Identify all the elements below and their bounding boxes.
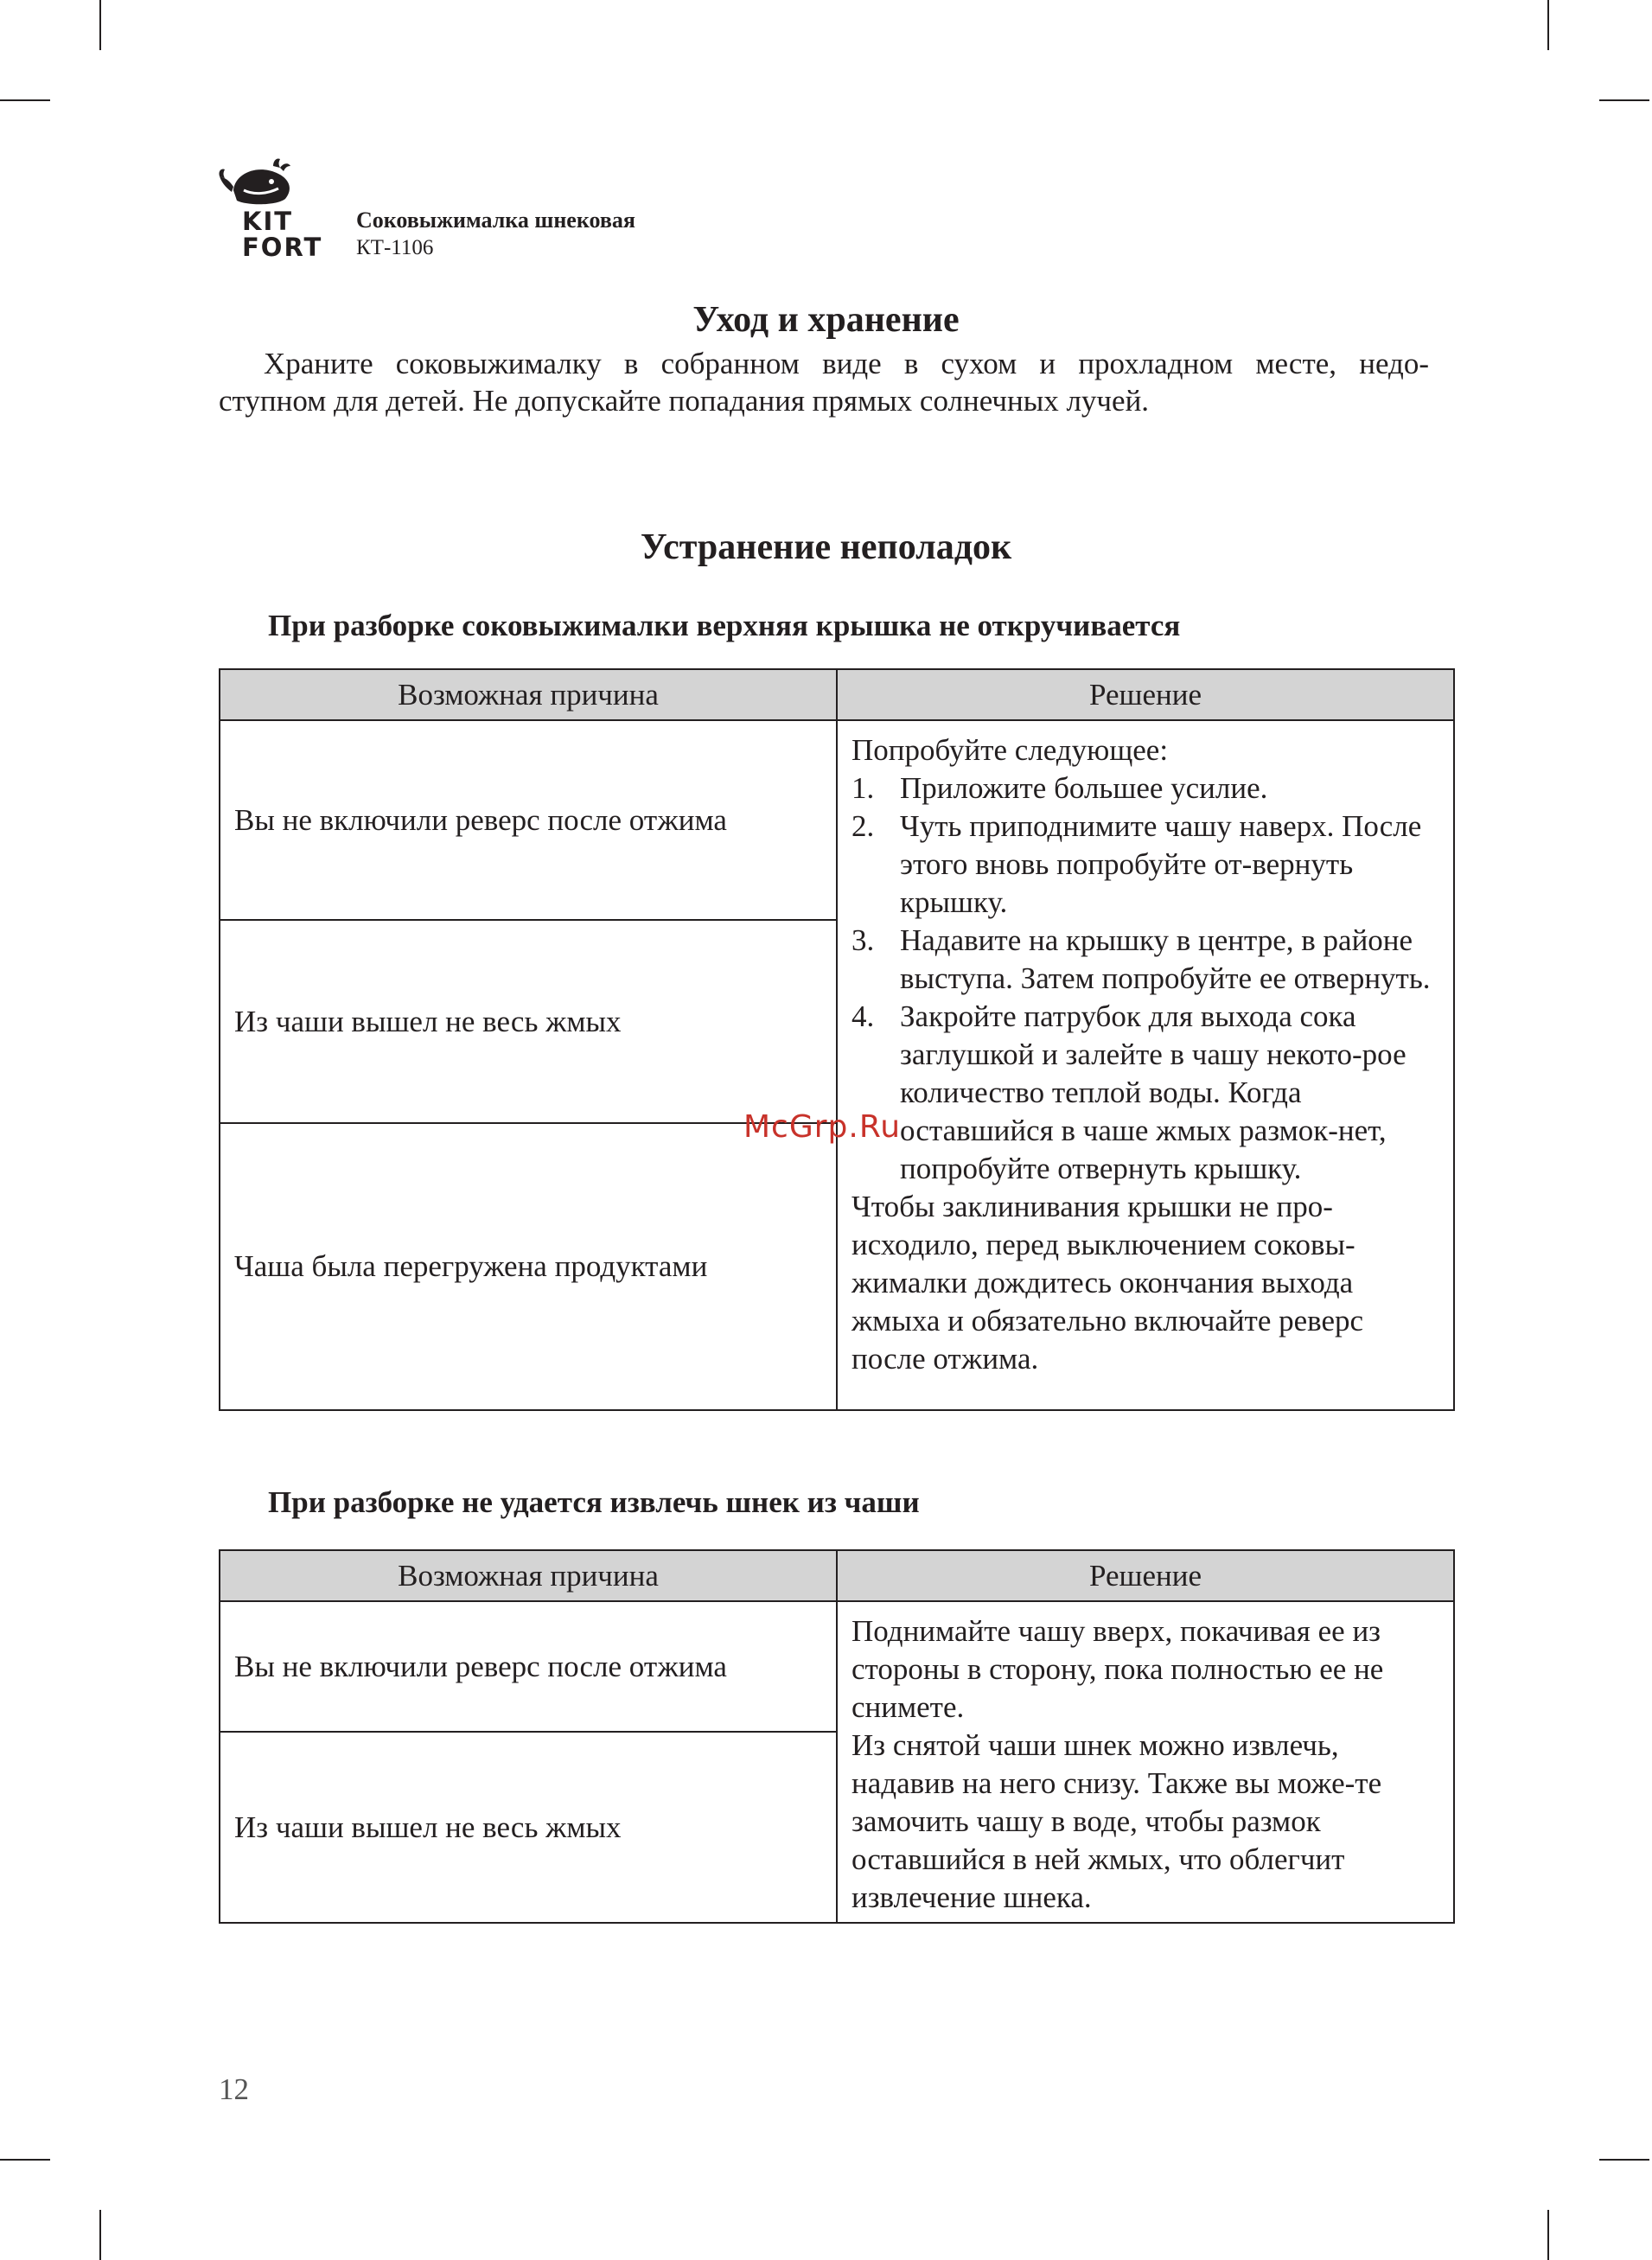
cause-cell: Вы не включили реверс после отжима: [220, 1601, 837, 1732]
step-number: 3.: [852, 923, 875, 957]
solution-cell: [837, 720, 1454, 1410]
list-item: [852, 808, 1439, 922]
solution-cell: [837, 1601, 1454, 1923]
crop-mark: [0, 99, 50, 101]
solution-paragraph: Поднимайте чашу вверх, покачивая ее из стороны в сторону, пока полностью ее не снимете.: [852, 1614, 1384, 1724]
problem2-table: [219, 1549, 1455, 1924]
solution-steps: [852, 769, 1439, 1188]
cause-cell: Из чаши вышел не весь жмых: [220, 1732, 837, 1923]
col-header-cause: Возможная причина: [220, 669, 837, 720]
crop-mark: [0, 2159, 50, 2161]
step-number: 4.: [852, 999, 875, 1033]
cause-cell: Чаша была перегружена продуктами: [220, 1123, 837, 1410]
solution-paragraph: Из снятой чаши шнек можно извлечь, надавив на него снизу. Также вы може-те замочить чашу в воде, чтобы размок оставшийся в ней жмых, что облегчит извлечение шнека.: [852, 1728, 1382, 1914]
care-text-line: Храните соковыжималку в собранном виде в сухом и прохладном месте, недо-: [264, 347, 1429, 380]
product-name: Соковыжималка шнековая: [356, 207, 635, 233]
step-text: Приложите большее усилие.: [900, 771, 1268, 805]
watermark: McGrp.Ru: [743, 1109, 902, 1145]
step-number: 1.: [852, 771, 875, 805]
crop-mark: [1547, 0, 1549, 50]
crop-mark: [99, 0, 101, 50]
cause-cell: Вы не включили реверс после отжима: [220, 720, 837, 920]
col-header-solution: Решение: [837, 669, 1454, 720]
solution-intro: Попробуйте следующее:: [852, 733, 1169, 767]
col-header-solution: Решение: [837, 1550, 1454, 1601]
table-row: [220, 1601, 1454, 1732]
solution-outro: Чтобы заклинивания крышки не про-исходило, перед выключением соковы-жималки дождитесь окончания выхода жмыха и обязательно включайте реверс после отжима.: [852, 1190, 1364, 1376]
crop-mark: [1599, 99, 1649, 101]
logo-text-kit: KIT: [242, 207, 294, 236]
crop-mark: [1599, 2159, 1649, 2161]
cause-cell: Из чаши вышел не весь жмых: [220, 920, 837, 1123]
list-item: [852, 922, 1439, 998]
step-number: 2.: [852, 809, 875, 843]
logo-text-fort: FORT: [242, 233, 323, 262]
list-item: [852, 769, 1439, 808]
crop-mark: [99, 2210, 101, 2260]
problem1-table: [219, 668, 1455, 1411]
care-section-title: Уход и хранение: [692, 300, 960, 340]
step-text: Надавите на крышку в центре, в районе выступа. Затем попробуйте ее отвернуть.: [900, 923, 1431, 995]
care-paragraph: [219, 345, 1429, 419]
crop-mark: [1547, 2210, 1549, 2260]
step-text: Чуть приподнимите чашу наверх. После этого вновь попробуйте от-вернуть крышку.: [900, 809, 1422, 919]
table-header-row: [220, 669, 1454, 720]
table-header-row: [220, 1550, 1454, 1601]
page-number: 12: [219, 2072, 249, 2106]
step-text: Закройте патрубок для выхода сока заглушкой и залейте в чашу некото-рое количество теплой воды. Когда оставшийся в чаше жмых размок-нет, попробуйте отвернуть крышку.: [900, 999, 1406, 1185]
care-text-line: ступном для детей. Не допускайте попадания прямых солнечных лучей.: [219, 384, 1150, 418]
col-header-cause: Возможная причина: [220, 1550, 837, 1601]
troubleshooting-title: Устранение неполадок: [640, 527, 1012, 567]
table-row: [220, 720, 1454, 920]
problem1-title: При разборке соковыжималки верхняя крышка не откручивается: [268, 609, 1181, 642]
list-item: [852, 998, 1439, 1188]
whale-icon: [216, 156, 311, 209]
product-model: КТ-1106: [356, 236, 434, 259]
brand-logo: [216, 156, 328, 268]
problem2-title: При разборке не удается извлечь шнек из чаши: [268, 1485, 920, 1519]
